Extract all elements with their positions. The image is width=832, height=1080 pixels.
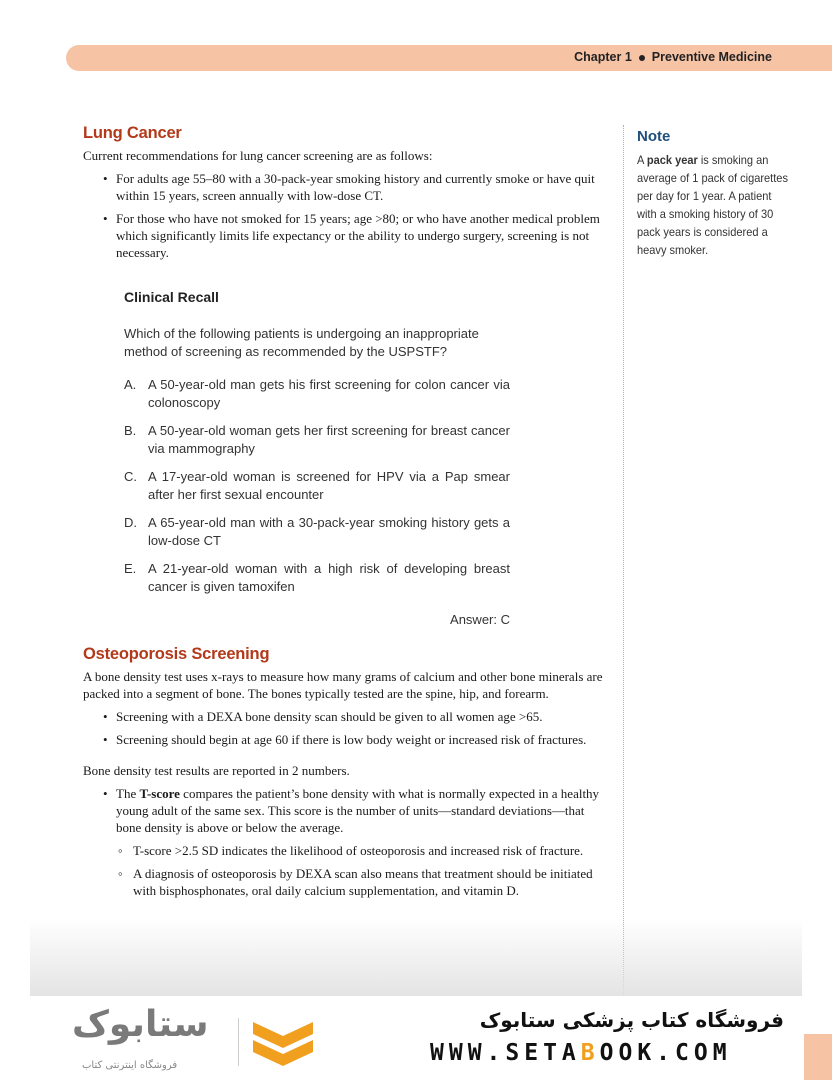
main-content bbox=[83, 124, 603, 905]
note-prefix: A bbox=[637, 153, 647, 167]
note-rest: is smoking an average of 1 pack of cigarettes per day for 1 year. A patient with a smoking history of 30 pack years is considered a heavy smoker. bbox=[637, 153, 788, 257]
lung-intro: Current recommendations for lung cancer screening are as follows: bbox=[83, 148, 433, 163]
list-item: ◦ A diagnosis of osteoporosis by DEXA scan also means that treatment should be initiated with bisphosphonates, oral daily calcium supplementation, and vitamin D. bbox=[116, 865, 603, 899]
recall-option-a bbox=[124, 376, 510, 412]
list-item: • For those who have not smoked for 15 years; age >80; or who have another medical problem which significantly limits life expectancy or the ability to undergo surgery, screening is not necessary. bbox=[83, 210, 603, 261]
tscore-rest: compares the patient’s bone density with what is normally expected in a healthy young adult of the same sex. This score is the number of units—standard deviations—that bone density is above or below the average. bbox=[116, 786, 600, 835]
lung-cancer-heading: Lung Cancer bbox=[83, 124, 182, 142]
recall-option-e bbox=[124, 560, 510, 596]
watermark-footer bbox=[0, 996, 832, 1080]
bullet-dot-icon bbox=[639, 55, 645, 61]
option-letter: C. bbox=[124, 469, 137, 484]
chapter-title: Preventive Medicine bbox=[651, 50, 772, 64]
tscore-sub-bullets bbox=[116, 842, 603, 899]
clinical-recall-box bbox=[124, 289, 510, 627]
recall-option-c bbox=[124, 468, 510, 504]
note-term: pack year bbox=[646, 153, 698, 167]
note-body bbox=[637, 151, 793, 259]
option-letter: E. bbox=[124, 561, 137, 576]
site-part: WWW.SETA bbox=[430, 1040, 581, 1066]
list-item: ◦ T-score >2.5 SD indicates the likelihood of osteoporosis and increased risk of fracture. bbox=[116, 842, 603, 859]
option-letter: B. bbox=[124, 423, 137, 438]
book-chevron-icon bbox=[248, 1016, 318, 1072]
chapter-header bbox=[574, 50, 772, 64]
recall-option-b bbox=[124, 422, 510, 458]
osteoporosis-section bbox=[83, 645, 603, 899]
tscore-term: T-score bbox=[139, 786, 180, 801]
site-accent: B bbox=[580, 1040, 600, 1066]
list-item: • For adults age 55–80 with a 30-pack-year smoking history and currently smoke or have quit within 15 years, screen annually with low-dose CT. bbox=[83, 170, 603, 204]
tscore-prefix: The bbox=[116, 786, 140, 801]
chapter-number: Chapter 1 bbox=[574, 50, 632, 64]
option-letter: D. bbox=[124, 515, 137, 530]
osteo-bullets bbox=[83, 708, 603, 748]
option-text: A 65-year-old man with a 30-pack-year smoking history gets a low-dose CT bbox=[148, 515, 510, 548]
site-part: OOK.COM bbox=[599, 1040, 732, 1066]
corner-accent-box bbox=[804, 1034, 832, 1080]
store-website[interactable] bbox=[430, 1040, 732, 1066]
option-text: A 21-year-old woman with a high risk of developing breast cancer is given tamoxifen bbox=[148, 561, 510, 594]
page-bottom-shadow bbox=[30, 918, 802, 996]
option-text: A 50-year-old woman gets her first screening for breast cancer via mammography bbox=[148, 423, 510, 456]
osteo-intro: A bone density test uses x-rays to measure how many grams of calcium and other bone minerals are packed into a segment of bone. The bones typically tested are the spine, hip, and forearm. bbox=[83, 669, 603, 701]
sidebar-divider bbox=[623, 125, 624, 995]
logo-divider bbox=[238, 1018, 239, 1066]
osteoporosis-heading: Osteoporosis Screening bbox=[83, 645, 270, 663]
list-item: • Screening with a DEXA bone density scan should be given to all women age >65. bbox=[83, 708, 603, 725]
option-letter: A. bbox=[124, 377, 137, 392]
lung-bullets bbox=[83, 170, 603, 261]
store-logo-text: ستابوک bbox=[72, 1004, 209, 1045]
recall-question: Which of the following patients is undergoing an inappropriate method of screening as recommended by the USPSTF? bbox=[124, 326, 479, 359]
recall-answer: Answer: C bbox=[450, 612, 510, 627]
store-title: فروشگاه کتاب پزشکی ستابوک bbox=[479, 1008, 784, 1032]
option-text: A 17-year-old woman is screened for HPV via a Pap smear after her first sexual encounter bbox=[148, 469, 510, 502]
recall-option-d bbox=[124, 514, 510, 550]
results-intro: Bone density test results are reported in 2 numbers. bbox=[83, 763, 350, 778]
tscore-bullets bbox=[83, 785, 603, 899]
list-item: • Screening should begin at age 60 if there is low body weight or increased risk of fractures. bbox=[83, 731, 603, 748]
list-item bbox=[83, 785, 603, 899]
clinical-recall-title: Clinical Recall bbox=[124, 289, 219, 305]
store-logo-subtitle: فروشگاه اینترنتی کتاب bbox=[82, 1060, 178, 1071]
option-text: A 50-year-old man gets his first screening for colon cancer via colonoscopy bbox=[148, 377, 510, 410]
chapter-header-band bbox=[66, 45, 832, 71]
note-title: Note bbox=[637, 128, 671, 145]
note-sidebar bbox=[637, 128, 797, 259]
